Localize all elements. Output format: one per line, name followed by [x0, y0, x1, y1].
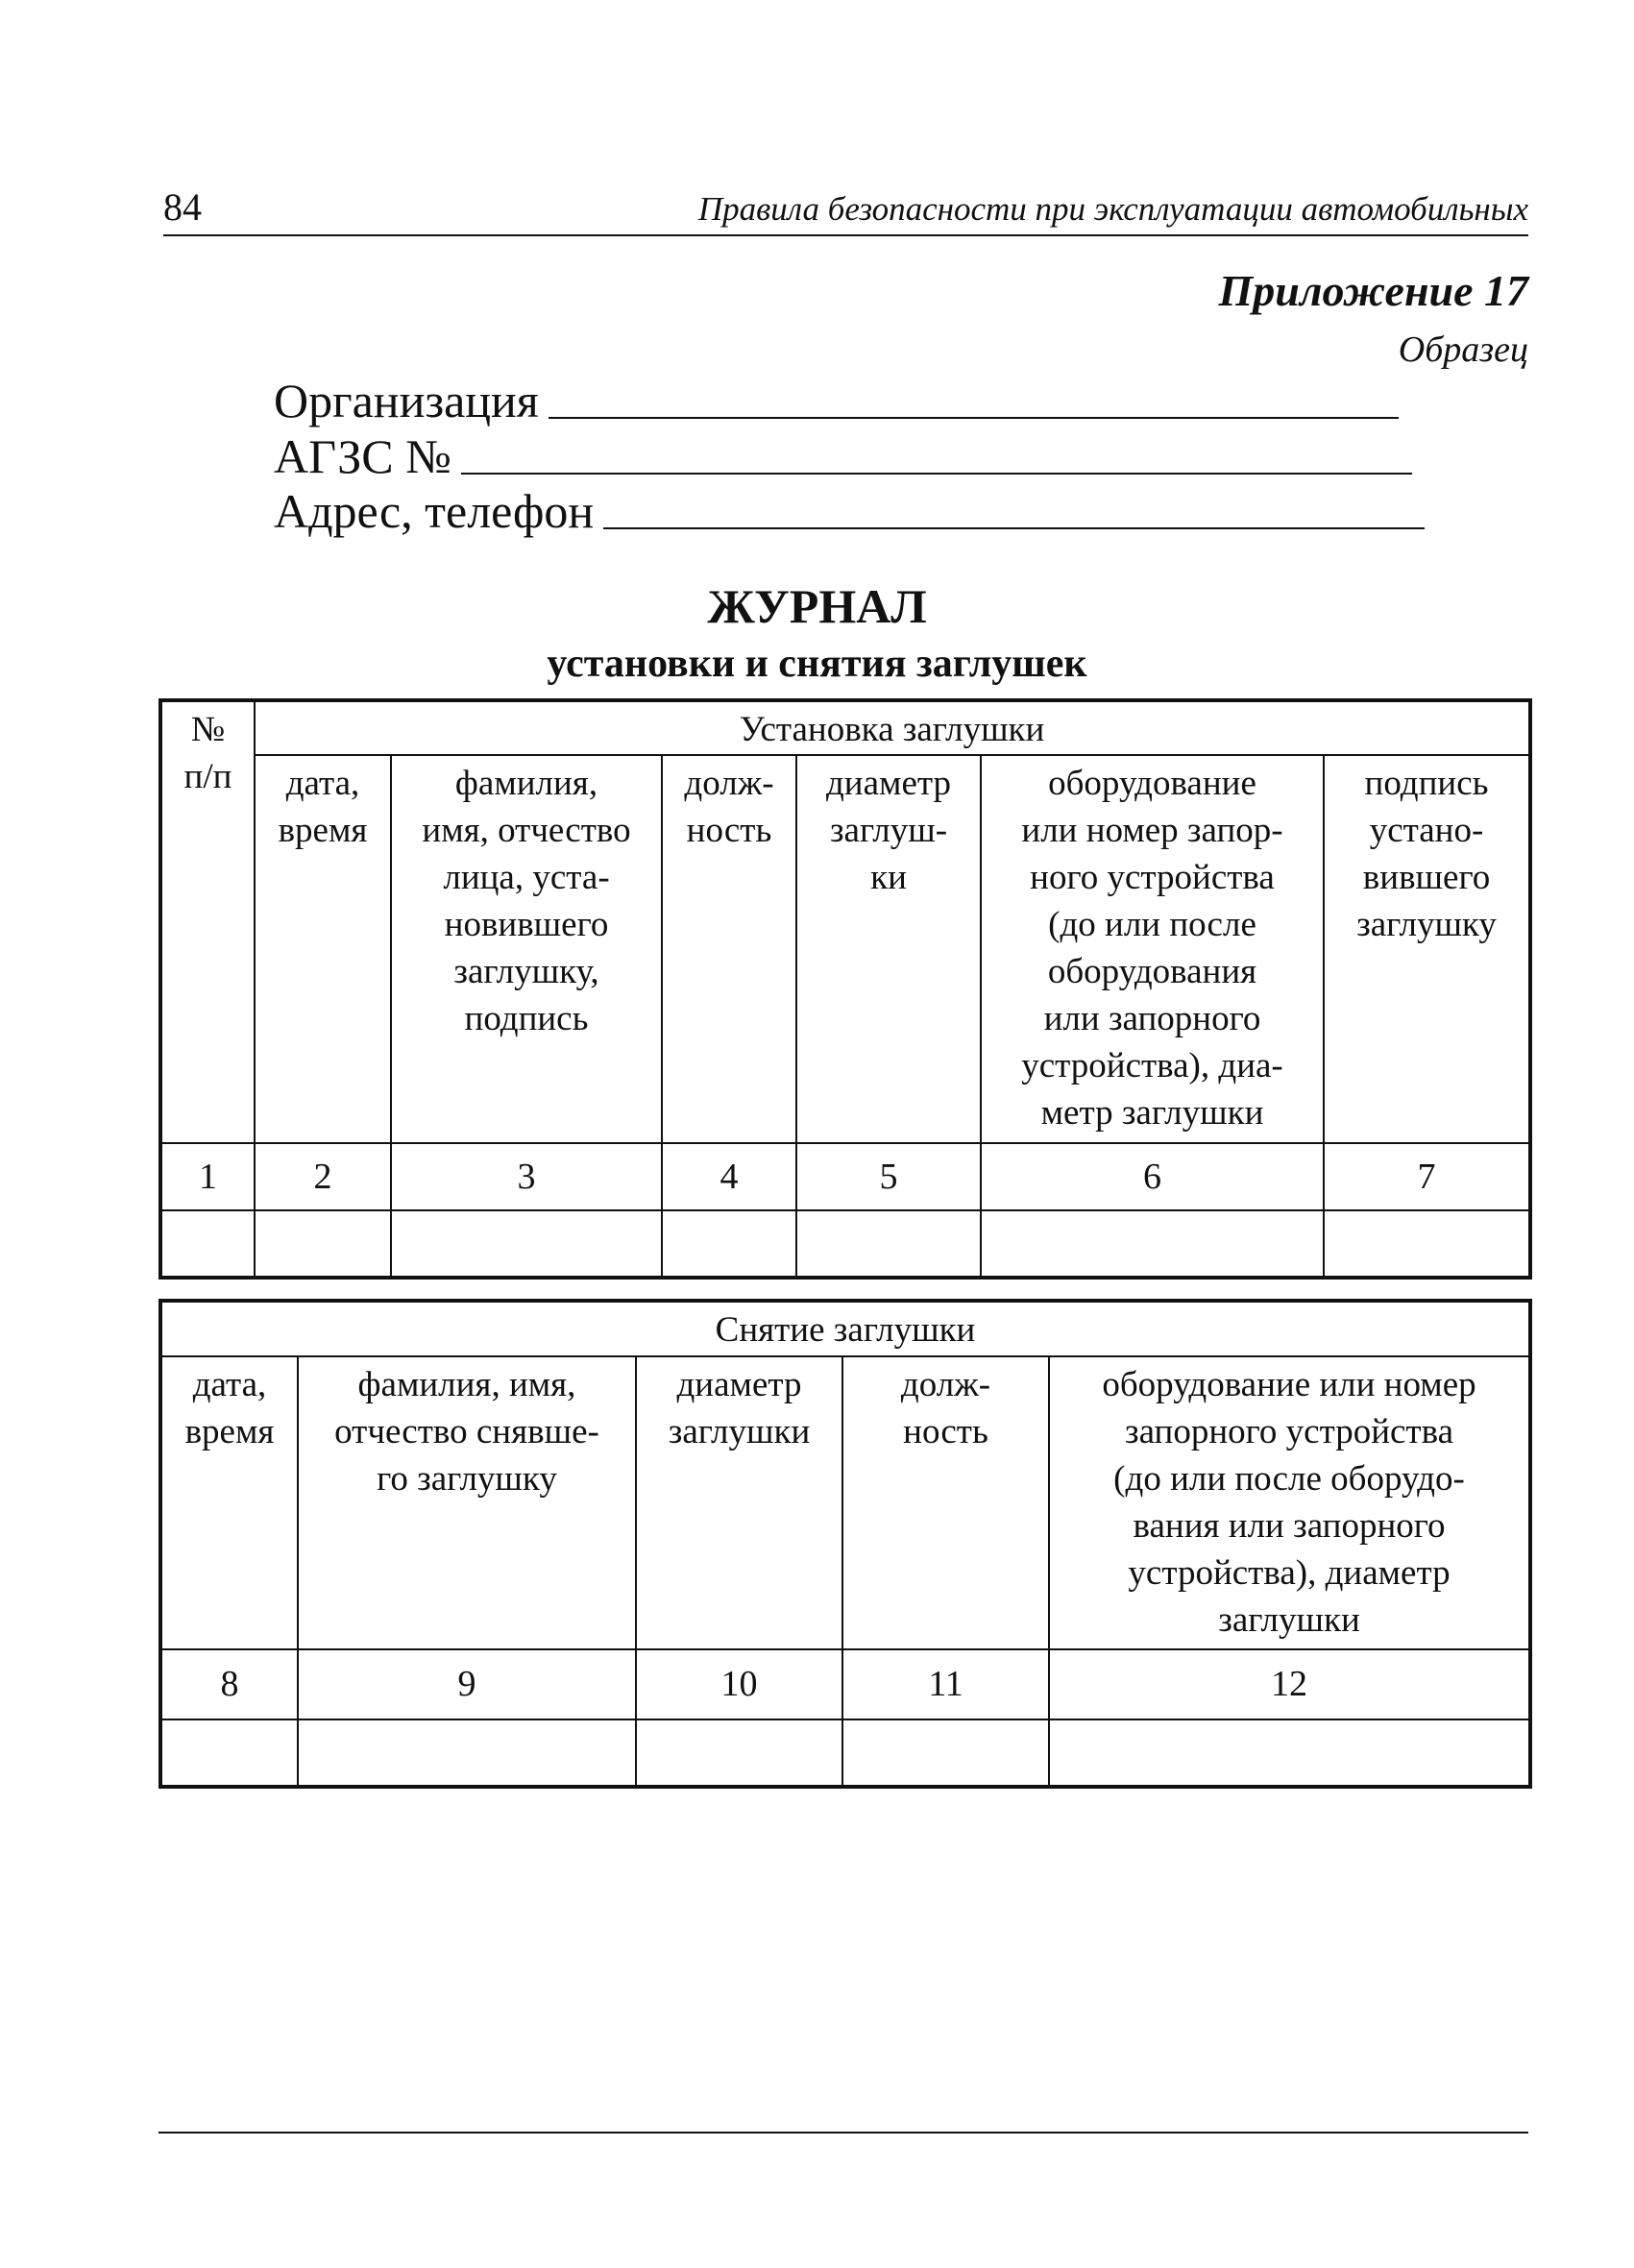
removal-blank-cell[interactable] [160, 1719, 298, 1787]
install-blank-row [160, 1210, 1530, 1278]
address-phone-field [274, 484, 1425, 538]
install-blank-cell[interactable] [981, 1210, 1324, 1278]
removal-num-8: 8 [160, 1649, 298, 1719]
journal-title: ЖУРНАЛ [707, 579, 927, 633]
install-col-diameter: диаметр заглуш- ки [796, 755, 981, 1143]
removal-col-date: дата, время [160, 1356, 298, 1649]
address-phone-label: Адрес, телефон [274, 484, 595, 538]
removal-num-12: 12 [1049, 1649, 1530, 1719]
address-phone-blank-line[interactable] [603, 527, 1425, 529]
col-num-header: № п/п [160, 700, 255, 1143]
install-blank-cell[interactable] [160, 1210, 255, 1278]
removal-col-position: долж- ность [842, 1356, 1049, 1649]
install-num-1: 1 [160, 1143, 255, 1210]
agzs-number-field [274, 429, 1412, 483]
install-col-equipment: оборудование или номер запор- ного устройства (до или после оборудования или запорного устройства), диа- метр заглушки [981, 755, 1324, 1143]
appendix-label: Приложение 17 [1218, 266, 1528, 315]
organization-label: Организация [274, 374, 539, 427]
install-num-3: 3 [391, 1143, 662, 1210]
install-blank-cell[interactable] [255, 1210, 391, 1278]
agzs-number-label: АГЗС № [274, 429, 451, 483]
install-num-6: 6 [981, 1143, 1324, 1210]
footer-rule [159, 2132, 1528, 2134]
sample-label: Образец [1398, 329, 1528, 370]
removal-col-equipment: оборудование или номер запорного устройства (до или после оборудо- вания или запорного устройства), диаметр заглушки [1049, 1356, 1530, 1649]
install-num-4: 4 [662, 1143, 796, 1210]
page-number: 84 [163, 185, 202, 229]
install-blank-cell[interactable] [391, 1210, 662, 1278]
removal-blank-cell[interactable] [842, 1719, 1049, 1787]
install-col-date: дата, время [255, 755, 391, 1143]
removal-table [159, 1299, 1532, 1789]
removal-blank-cell[interactable] [636, 1719, 842, 1787]
removal-col-diameter: диаметр заглушки [636, 1356, 842, 1649]
removal-num-10: 10 [636, 1649, 842, 1719]
install-blank-cell[interactable] [1324, 1210, 1530, 1278]
removal-num-11: 11 [842, 1649, 1049, 1719]
removal-blank-cell[interactable] [1049, 1719, 1530, 1787]
running-title: Правила безопасности при эксплуатации автомобильных [697, 190, 1528, 228]
install-col-name: фамилия, имя, отчество лица, уста- новившего заглушку, подпись [391, 755, 662, 1143]
removal-blank-cell[interactable] [298, 1719, 636, 1787]
header-rule [163, 234, 1528, 236]
removal-group-header: Снятие заглушки [160, 1301, 1530, 1356]
removal-num-9: 9 [298, 1649, 636, 1719]
journal-subtitle: установки и снятия заглушек [547, 642, 1087, 686]
agzs-number-blank-line[interactable] [461, 473, 1412, 475]
install-num-5: 5 [796, 1143, 981, 1210]
install-blank-cell[interactable] [796, 1210, 981, 1278]
removal-col-name: фамилия, имя, отчество снявше- го заглушку [298, 1356, 636, 1649]
install-num-7: 7 [1324, 1143, 1530, 1210]
install-table [159, 698, 1532, 1280]
removal-blank-row [160, 1719, 1530, 1787]
install-col-signature: подпись устано- вившего заглушку [1324, 755, 1530, 1143]
install-num-2: 2 [255, 1143, 391, 1210]
install-col-position: долж- ность [662, 755, 796, 1143]
organization-field [274, 374, 1399, 427]
organization-blank-line[interactable] [549, 417, 1399, 419]
install-blank-cell[interactable] [662, 1210, 796, 1278]
install-group-header: Установка заглушки [255, 700, 1530, 755]
